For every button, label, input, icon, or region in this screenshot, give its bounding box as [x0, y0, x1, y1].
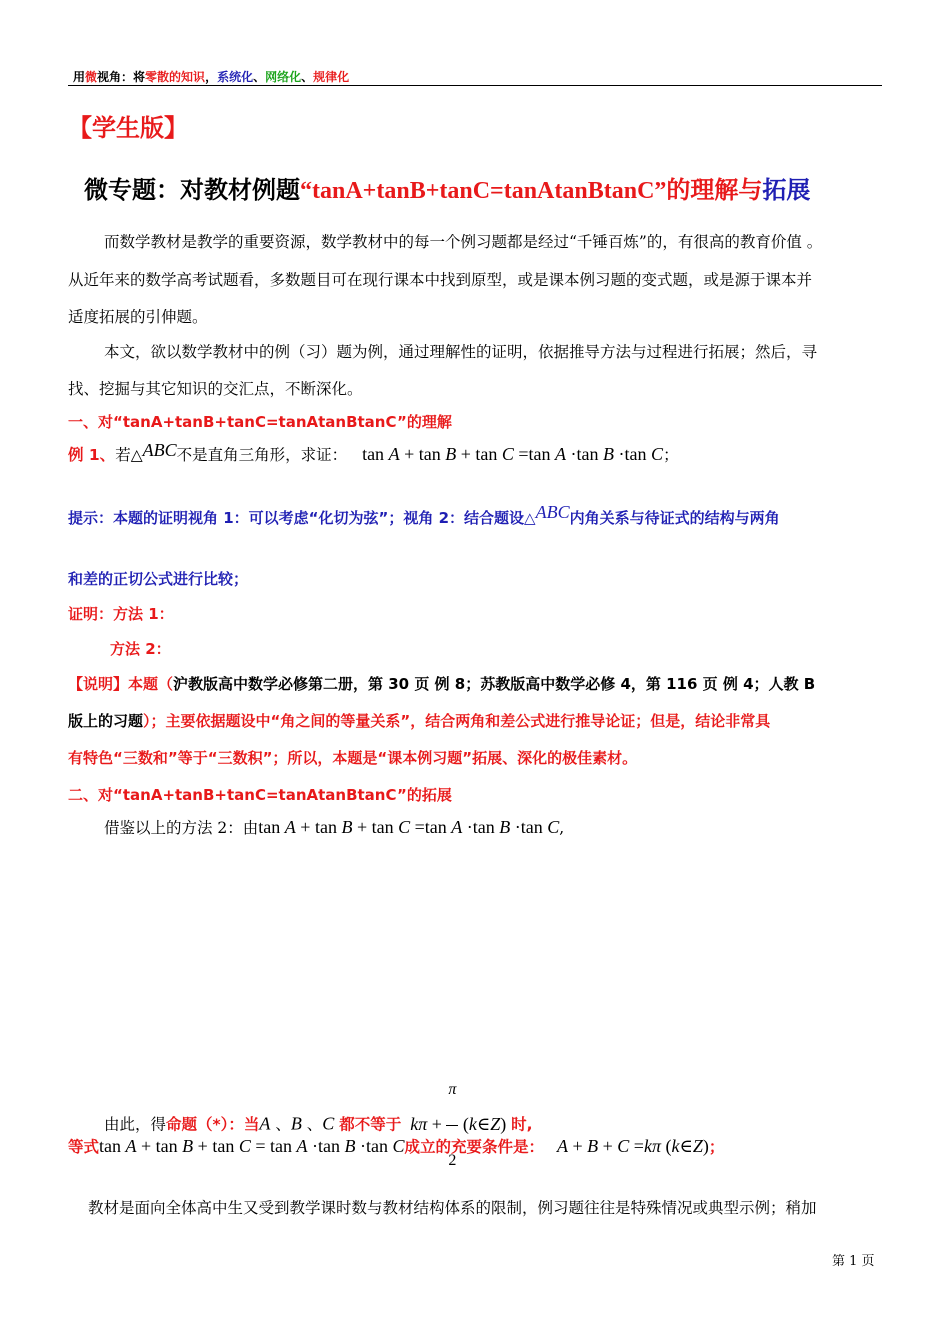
math-token: ∈ — [476, 1113, 491, 1134]
math-token: · — [360, 1136, 366, 1156]
math-token: B — [182, 1136, 194, 1156]
intro-line: 而数学教材是教学的重要资源，数学教材中的每一个例习题都是经过“千锤百炼”的，有很高的教育价值 。 — [104, 233, 823, 251]
math-token: ( — [462, 1113, 469, 1134]
math-token: Z — [692, 1136, 703, 1156]
note-line — [68, 673, 815, 694]
math-token: = — [633, 1136, 644, 1156]
math-token: + — [602, 1136, 613, 1156]
header-text: 用 — [73, 70, 86, 84]
math-token: tan — [314, 817, 337, 837]
header-text: 、 — [301, 70, 314, 84]
math-token: tan — [528, 444, 551, 464]
math-token: C — [392, 1136, 405, 1156]
intro-line: 找、挖掘与其它知识的交汇点，不断深化。 — [68, 380, 363, 398]
math-token: tan — [624, 444, 647, 464]
page-title — [84, 170, 810, 205]
math-token: tan — [475, 444, 498, 464]
hint-text: 提示：本题的证明视角 1：可以考虑“化切为弦”；视角 2：结合题设△ — [68, 509, 536, 527]
page-header — [73, 68, 349, 85]
condition-label: 等式 — [68, 1138, 100, 1156]
math-token: ) — [500, 1113, 507, 1134]
intro-line: 从近年来的数学高考试题看，多数题目可在现行课本中找到原型，或是课本例习题的变式题，或是源于课本并 — [68, 271, 813, 289]
extension-text: 由此，得 — [104, 1115, 167, 1134]
example-text: 不是直角三角形，求证： — [176, 446, 348, 464]
hint — [68, 502, 780, 528]
math-token: = — [518, 444, 529, 464]
math-token: B — [603, 444, 615, 464]
extension-text: 、 — [306, 1115, 323, 1134]
math-token: A — [296, 1136, 308, 1156]
title-part: “tanA+tanB+tanC=tanAtanBtanC” — [300, 178, 667, 204]
extension-text: , — [559, 819, 565, 837]
condition-label: 成立的充要条件是： — [404, 1138, 545, 1156]
math-token: A — [284, 817, 296, 837]
math-token: Z — [490, 1113, 501, 1134]
title-part: 的理解与 — [666, 176, 763, 204]
math-token: tan — [366, 1136, 388, 1156]
extension-text: 借鉴以上的方法 2：由 — [104, 819, 259, 837]
math-token: = — [255, 1136, 266, 1156]
math-token: A — [451, 817, 463, 837]
math-token: + — [460, 444, 471, 464]
math-token: C — [238, 1136, 251, 1156]
identity-formula — [258, 817, 559, 837]
math-token: C — [651, 444, 664, 464]
identity-formula — [99, 1136, 405, 1156]
math-token: tan — [212, 1136, 235, 1156]
proof-method-1: 证明：方法 1： — [68, 605, 174, 623]
note-source: 版上的习题 — [68, 712, 144, 730]
note-source: 沪教版高中数学必修第二册，第 30 页 例 8；苏教版高中数学必修 4，第 116 页 例 4；人教 B — [173, 675, 816, 693]
math-token: + — [356, 817, 368, 837]
math-token: tan — [362, 444, 385, 464]
proposition-line — [104, 1055, 533, 1196]
math-token: k — [671, 1136, 680, 1156]
math-token: tan — [472, 817, 495, 837]
math-token: tan — [576, 444, 599, 464]
math-token: B — [290, 1113, 302, 1134]
example-label: 例 1、 — [68, 446, 116, 464]
extension-text: 、 — [275, 1115, 291, 1134]
math-token: tan — [424, 817, 447, 837]
math-token: + — [404, 444, 415, 464]
math-token: = — [414, 817, 425, 837]
header-text: 、 — [253, 70, 266, 84]
condition-line — [68, 1135, 724, 1157]
triangle-name: ABC — [142, 440, 177, 460]
math-token: + — [572, 1136, 583, 1156]
intro-line: 本文，欲以数学教材中的例（习）题为例，通过理解性的证明，依据推导方法与过程进行拓展；然后，寻 — [104, 343, 818, 361]
math-token: · — [618, 444, 625, 464]
math-token: k — [643, 1136, 652, 1156]
fraction-pi-over-2 — [446, 1055, 458, 1196]
extension-lead — [104, 816, 564, 838]
math-token: A — [388, 444, 400, 464]
math-token: B — [499, 817, 511, 837]
condition-label: ； — [708, 1138, 725, 1156]
math-token: tan — [270, 1136, 292, 1156]
math-token: · — [514, 817, 521, 837]
proposition-label: 都不等于 — [339, 1115, 402, 1134]
section-heading-extension: 二、对“tanA+tanB+tanC=tanAtanBtanC”的拓展 — [68, 786, 452, 804]
math-token: C — [501, 444, 514, 464]
math-token: k — [410, 1113, 419, 1134]
triangle-name: ABC — [535, 502, 570, 522]
header-text: 零散的知识 — [145, 70, 206, 84]
math-token: A — [125, 1136, 137, 1156]
math-token: ( — [665, 1136, 672, 1156]
sum-condition-formula — [557, 1136, 709, 1156]
math-token: C — [547, 817, 560, 837]
intro-line: 适度拓展的引伸题。 — [68, 308, 208, 326]
example-text: 若△ — [115, 446, 143, 464]
example-1 — [68, 440, 679, 465]
math-token: ) — [702, 1136, 709, 1156]
math-token: + — [431, 1113, 442, 1134]
header-text: 微 — [85, 70, 98, 84]
math-token: tan — [155, 1136, 178, 1156]
math-token: π — [651, 1136, 661, 1156]
section-heading-understanding: 一、对“tanA+tanB+tanC=tanAtanBtanC”的理解 — [68, 413, 452, 431]
math-token: A — [556, 1136, 568, 1156]
math-token: · — [466, 817, 473, 837]
title-part: 拓展 — [762, 176, 811, 204]
header-text: ， — [205, 70, 218, 84]
hint-text: 内角关系与待证式的结构与两角 — [569, 509, 780, 527]
math-token: tan — [258, 817, 281, 837]
header-text: 网络化 — [265, 70, 302, 84]
math-token: C — [398, 817, 411, 837]
math-token: tan — [418, 444, 441, 464]
header-text: 规律化 — [313, 70, 350, 84]
proof-method-2: 方法 2： — [110, 640, 171, 658]
header-text: 视角：将 — [97, 70, 146, 84]
closing-paragraph: 教材是面向全体高中生又受到教学课时数与教材结构体系的限制，例习题往往是特殊情况或典型示例；稍加 — [88, 1199, 817, 1217]
note-line: 有特色“三数和”等于“三数积”；所以，本题是“课本例习题”拓展、深化的极佳素材。 — [68, 749, 638, 767]
math-token: + — [141, 1136, 152, 1156]
math-token: B — [344, 1136, 356, 1156]
math-token: π — [418, 1113, 428, 1134]
math-token: A — [259, 1113, 271, 1134]
math-token: B — [445, 444, 457, 464]
example-text: ； — [663, 446, 679, 464]
math-token: tan — [520, 817, 543, 837]
math-token: ∈ — [679, 1136, 693, 1156]
math-token: + — [197, 1136, 208, 1156]
proposition-label: 时, — [511, 1115, 533, 1134]
hint-line-2: 和差的正切公式进行比较； — [68, 570, 249, 588]
math-token: + — [300, 817, 311, 837]
edition-label: 【学生版】 — [68, 114, 188, 142]
math-token: B — [587, 1136, 599, 1156]
math-token: C — [322, 1113, 335, 1134]
identity-formula — [362, 444, 663, 464]
header-divider — [68, 85, 882, 86]
math-token: A — [555, 444, 567, 464]
math-token: tan — [318, 1136, 340, 1156]
title-part: 微专题：对教材例题 — [84, 176, 300, 204]
note-label: 【说明】本题（ — [68, 675, 174, 693]
math-token: π — [448, 1081, 457, 1098]
note-text: ）；主要依据题设中“角之间的等量关系”，结合两角和差公式进行推导论证；但是，结论非常具 — [143, 712, 771, 730]
math-token: k — [468, 1113, 477, 1134]
math-token: tan — [371, 817, 394, 837]
math-token: B — [341, 817, 353, 837]
proposition-label: 命题（*）：当 — [166, 1115, 260, 1134]
math-token: · — [570, 444, 577, 464]
note-line — [68, 710, 770, 731]
math-token: tan — [99, 1136, 122, 1156]
math-token: C — [617, 1136, 630, 1156]
page-number: 第 1 页 — [832, 1254, 875, 1269]
math-token: · — [312, 1136, 318, 1156]
header-text: 系统化 — [217, 70, 254, 84]
math-token: 2 — [446, 1125, 458, 1196]
